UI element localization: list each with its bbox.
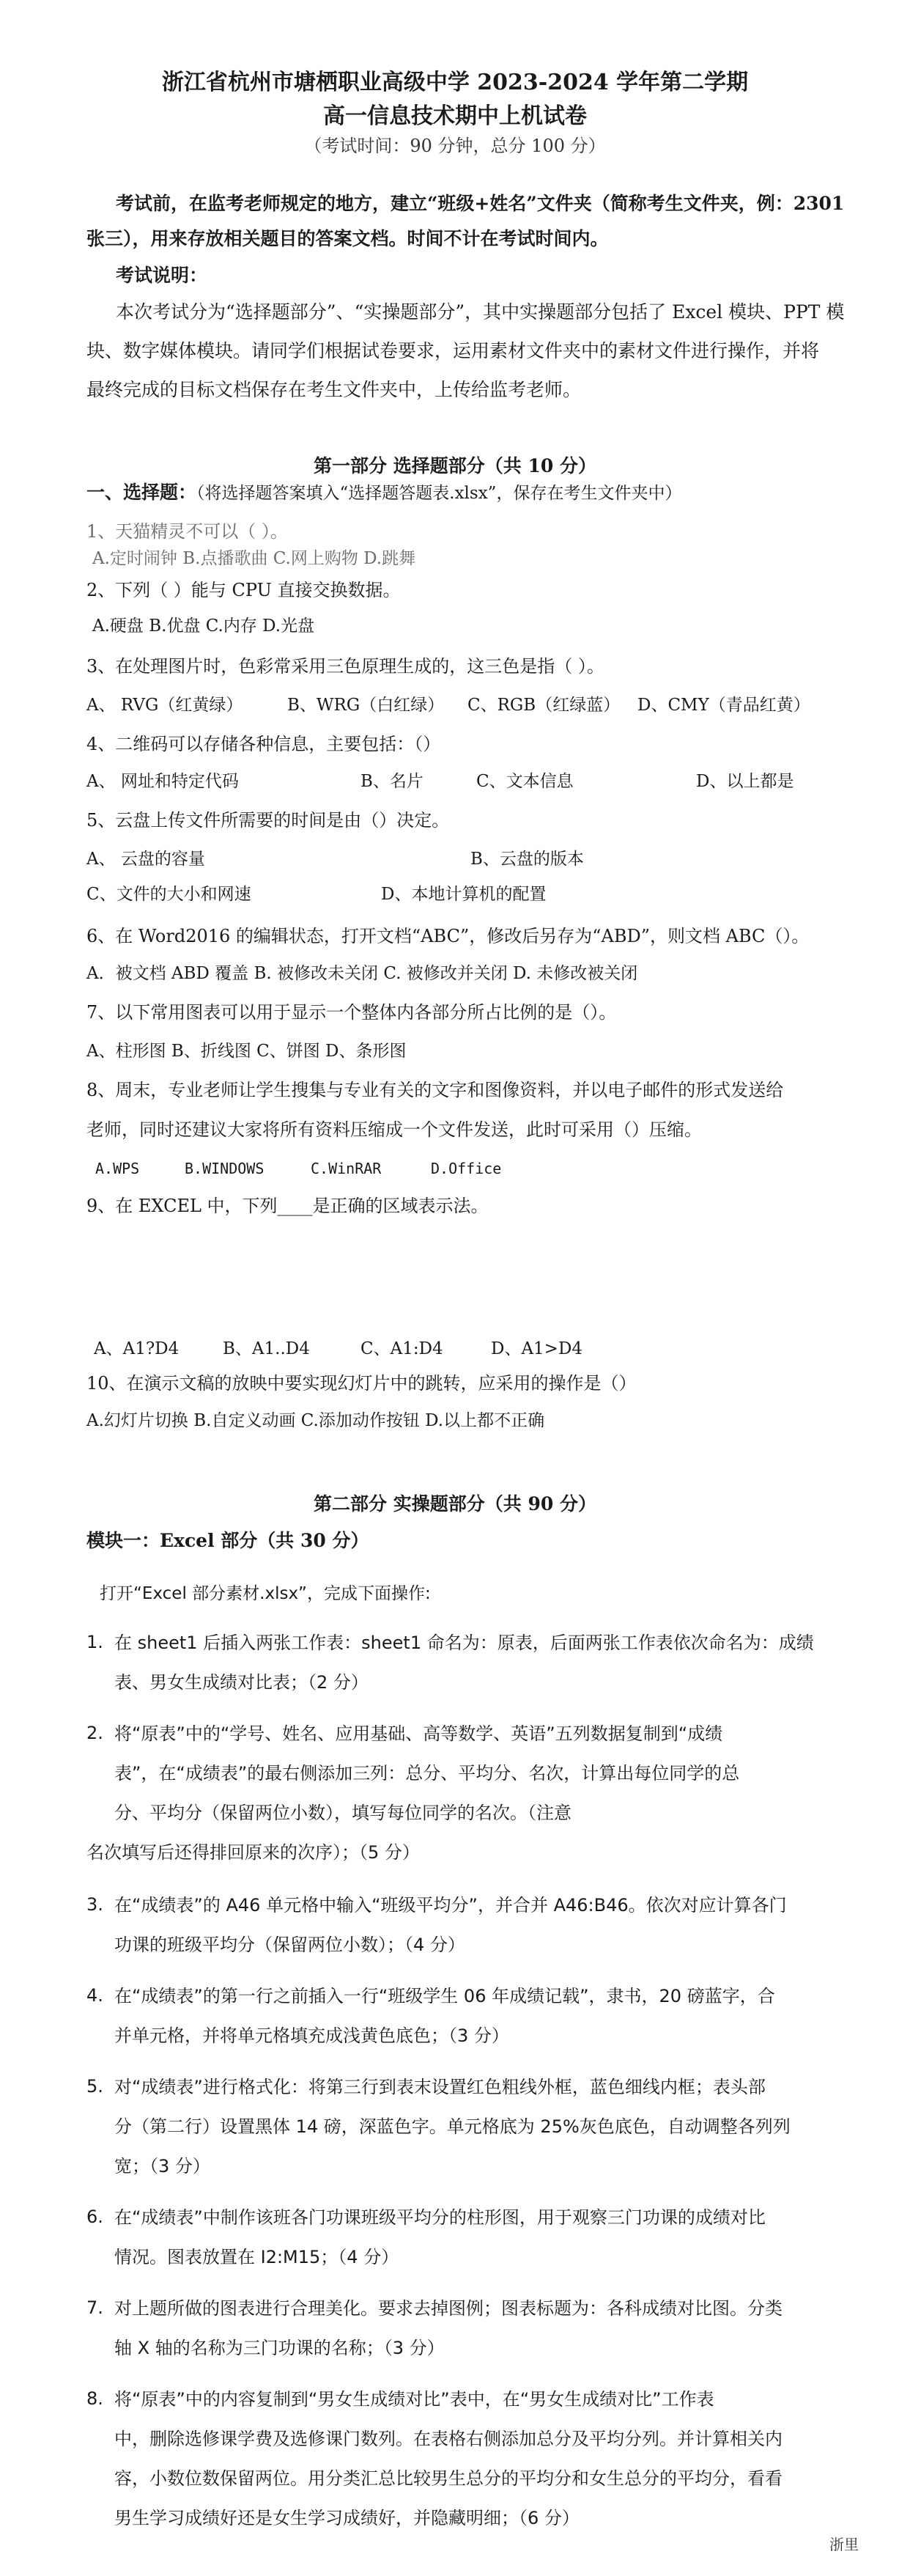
part1-heading: 第一部分 选择题部分（共 10 分） [314, 455, 596, 476]
task-2-line1: 将“原表”中的“学号、姓名、应用基础、高等数学、英语”五列数据复制到“成绩 [114, 1723, 723, 1744]
question-5-option-a: A、 云盘的容量 [86, 850, 205, 869]
exam-title-line1: 浙江省杭州市塘栖职业高级中学 2023-2024 学年第二学期 [161, 70, 749, 95]
task-3-line1: 在“成绩表”的 A46 单元格中输入“班级平均分”，并合并 A46:B46。依次对应计算各门 [114, 1895, 787, 1916]
question-7-options: A、柱形图 B、折线图 C、饼图 D、条形图 [86, 1042, 407, 1061]
question-10: 10、在演示文稿的放映中要实现幻灯片中的跳转，应采用的操作是（） [86, 1373, 637, 1394]
question-2-options: A.硬盘 B.优盘 C.内存 D.光盘 [92, 617, 315, 636]
question-8-option-a: A.WPS [95, 1160, 140, 1177]
task-8-line1: 将“原表”中的内容复制到“男女生成绩对比”表中，在“男女生成绩对比”工作表 [114, 2389, 714, 2410]
notes-line2: 块、数字媒体模块。请同学们根据试卷要求，运用素材文件夹中的素材文件进行操作，并将 [86, 340, 820, 361]
question-9-options [86, 1339, 824, 1362]
question-10-options: A.幻灯片切换 B.自定义动画 C.添加动作按钮 D.以上都不正确 [86, 1411, 545, 1430]
question-8-line2: 老师，同时还建议大家将所有资料压缩成一个文件发送，此时可采用（）压缩。 [86, 1119, 702, 1140]
question-4-options [86, 771, 824, 795]
task-7-line1: 对上题所做的图表进行合理美化。要求去掉图例；图表标题为：各科成绩对比图。分类 [114, 2298, 783, 2319]
question-4: 4、二维码可以存储各种信息，主要包括：（） [86, 734, 441, 754]
task-4-number: 4. [86, 1985, 103, 2006]
question-8-option-d: D.Office [431, 1160, 502, 1177]
question-9-option-d: D、A1>D4 [491, 1339, 583, 1358]
question-9-option-b: B、A1..D4 [223, 1339, 310, 1358]
question-8-line1: 8、周末，专业老师让学生搜集与专业有关的文字和图像资料，并以电子邮件的形式发送给 [86, 1080, 784, 1100]
task-8-line4: 男生学习成绩好还是女生学习成绩好，并隐藏明细；（6 分） [114, 2508, 580, 2528]
question-7: 7、以下常用图表可以用于显示一个整体内各部分所占比例的是（）。 [86, 1002, 617, 1023]
question-6: 6、在 Word2016 的编辑状态，打开文档“ABC”，修改后另存为“ABD”，则文档 ABC（）。 [86, 926, 810, 946]
question-8-option-c: C.WinRAR [311, 1160, 382, 1177]
instruction-line1: 考试前，在监考老师规定的地方，建立“班级+姓名”文件夹（简称考生文件夹，例：2301 [116, 193, 845, 214]
question-3-option-a: A、 RVG（红黄绿） [86, 696, 243, 715]
question-8-options [86, 1160, 824, 1183]
question-5-option-c: C、文件的大小和网速 [86, 885, 251, 904]
question-9: 9、在 EXCEL 中，下列____是正确的区域表示法。 [86, 1196, 489, 1216]
page-footer: 浙里 [829, 2536, 859, 2553]
task-4-line2: 并单元格，并将单元格填充成浅黄色底色；（3 分） [114, 2025, 509, 2046]
task-7-line2: 轴 X 轴的名称为三门功课的名称；（3 分） [114, 2338, 445, 2358]
question-1: 1、天猫精灵不可以（ ）。 [86, 521, 288, 542]
question-5-options-row1 [86, 849, 824, 872]
question-4-option-b: B、名片 [360, 772, 423, 791]
part1-subheading-row [86, 481, 824, 504]
task-8-line3: 容，小数位数保留两位。用分类汇总比较男生总分的平均分和女生总分的平均分，看看 [114, 2468, 783, 2489]
question-5: 5、云盘上传文件所需要的时间是由（）决定。 [86, 810, 450, 831]
task-5-line1: 对“成绩表”进行格式化：将第三行到表末设置红色粗线外框，蓝色细线内框；表头部 [114, 2077, 766, 2097]
task-1-number: 1. [86, 1632, 103, 1652]
task-5-line3: 宽；（3 分） [114, 2156, 210, 2176]
notes-heading: 考试说明： [116, 265, 208, 286]
module1-heading: 模块一：Excel 部分（共 30 分） [86, 1530, 369, 1551]
task-6-line1: 在“成绩表”中制作该班各门功课班级平均分的柱形图，用于观察三门功课的成绩对比 [114, 2207, 766, 2228]
exam-info: （考试时间：90 分钟，总分 100 分） [304, 136, 606, 156]
task-2-line3: 分、平均分（保留两位小数），填写每位同学的名次。（注意 [114, 1803, 571, 1823]
part2-heading: 第二部分 实操题部分（共 90 分） [314, 1493, 596, 1515]
instruction-line2: 张三），用来存放相关题目的答案文档。时间不计在考试时间内。 [86, 228, 609, 249]
question-1-options: A.定时闹钟 B.点播歌曲 C.网上购物 D.跳舞 [92, 549, 416, 568]
task-4-line1: 在“成绩表”的第一行之前插入一行“班级学生 06 年成绩记载”，隶书，20 磅蓝字，合 [114, 1986, 775, 2006]
part1-subnote: （将选择题答案填入“选择题答题表.xlsx”，保存在考生文件夹中） [196, 484, 682, 503]
task-2-line2: 表”，在“成绩表”的最右侧添加三列：总分、平均分、名次，计算出每位同学的总 [114, 1763, 740, 1784]
task-1-line2: 表、男女生成绩对比表；（2 分） [114, 1672, 369, 1693]
task-7-number: 7. [86, 2297, 103, 2318]
question-4-option-a: A、 网址和特定代码 [86, 772, 239, 791]
question-5-option-b: B、云盘的版本 [470, 850, 584, 869]
question-4-option-c: C、文本信息 [476, 772, 574, 791]
question-5-options-row2 [86, 884, 824, 908]
task-8-line2: 中，删除选修课学费及选修课门数列。在表格右侧添加总分及平均分列。并计算相关内 [114, 2429, 783, 2449]
question-5-option-d: D、本地计算机的配置 [381, 885, 547, 904]
task-5-line2: 分（第二行）设置黑体 14 磅，深蓝色字。单元格底为 25%灰色底色，自动调整各列列 [114, 2116, 791, 2137]
task-6-number: 6. [86, 2207, 103, 2227]
notes-line1: 本次考试分为“选择题部分”、“实操题部分”，其中实操题部分包括了 Excel 模块、PPT 模 [116, 301, 845, 323]
notes-line3: 最终完成的目标文档保存在考生文件夹中，上传给监考老师。 [86, 379, 582, 400]
question-3-option-b: B、WRG（白红绿） [287, 696, 445, 715]
task-6-line2: 情况。图表放置在 I2:M15；（4 分） [114, 2247, 399, 2267]
question-9-option-c: C、A1:D4 [360, 1339, 443, 1358]
question-9-option-a: A、A1?D4 [94, 1339, 180, 1358]
task-3-number: 3. [86, 1894, 103, 1915]
task-2-number: 2. [86, 1723, 103, 1743]
question-8-option-b: B.WINDOWS [185, 1160, 265, 1177]
question-3-option-c: C、RGB（红绿蓝） [467, 696, 621, 715]
task-8-number: 8. [86, 2388, 103, 2409]
question-2: 2、下列（ ）能与 CPU 直接交换数据。 [86, 580, 401, 600]
question-3-option-d: D、CMY（青品红黄） [637, 696, 810, 715]
question-3-options [86, 695, 824, 718]
task-1-line1: 在 sheet1 后插入两张工作表：sheet1 命名为：原表，后面两张工作表依次命名为：成绩 [114, 1633, 814, 1653]
module1-intro: 打开“Excel 部分素材.xlsx”，完成下面操作: [100, 1584, 431, 1603]
question-3: 3、在处理图片时，色彩常采用三色原理生成的，这三色是指（ ）。 [86, 656, 604, 677]
task-3-line2: 功课的班级平均分（保留两位小数）；（4 分） [114, 1935, 465, 1955]
question-6-options: A．被文档 ABD 覆盖 B. 被修改未关闭 C. 被修改并关闭 D. 未修改被关闭 [86, 964, 638, 983]
task-2-line4: 名次填写后还得排回原来的次序）；（5 分） [86, 1842, 420, 1863]
task-5-number: 5. [86, 2076, 103, 2097]
question-4-option-d: D、以上都是 [696, 772, 794, 791]
part1-subheading: 一、选择题： [86, 482, 197, 503]
exam-title-line2: 高一信息技术期中上机试卷 [323, 103, 587, 129]
